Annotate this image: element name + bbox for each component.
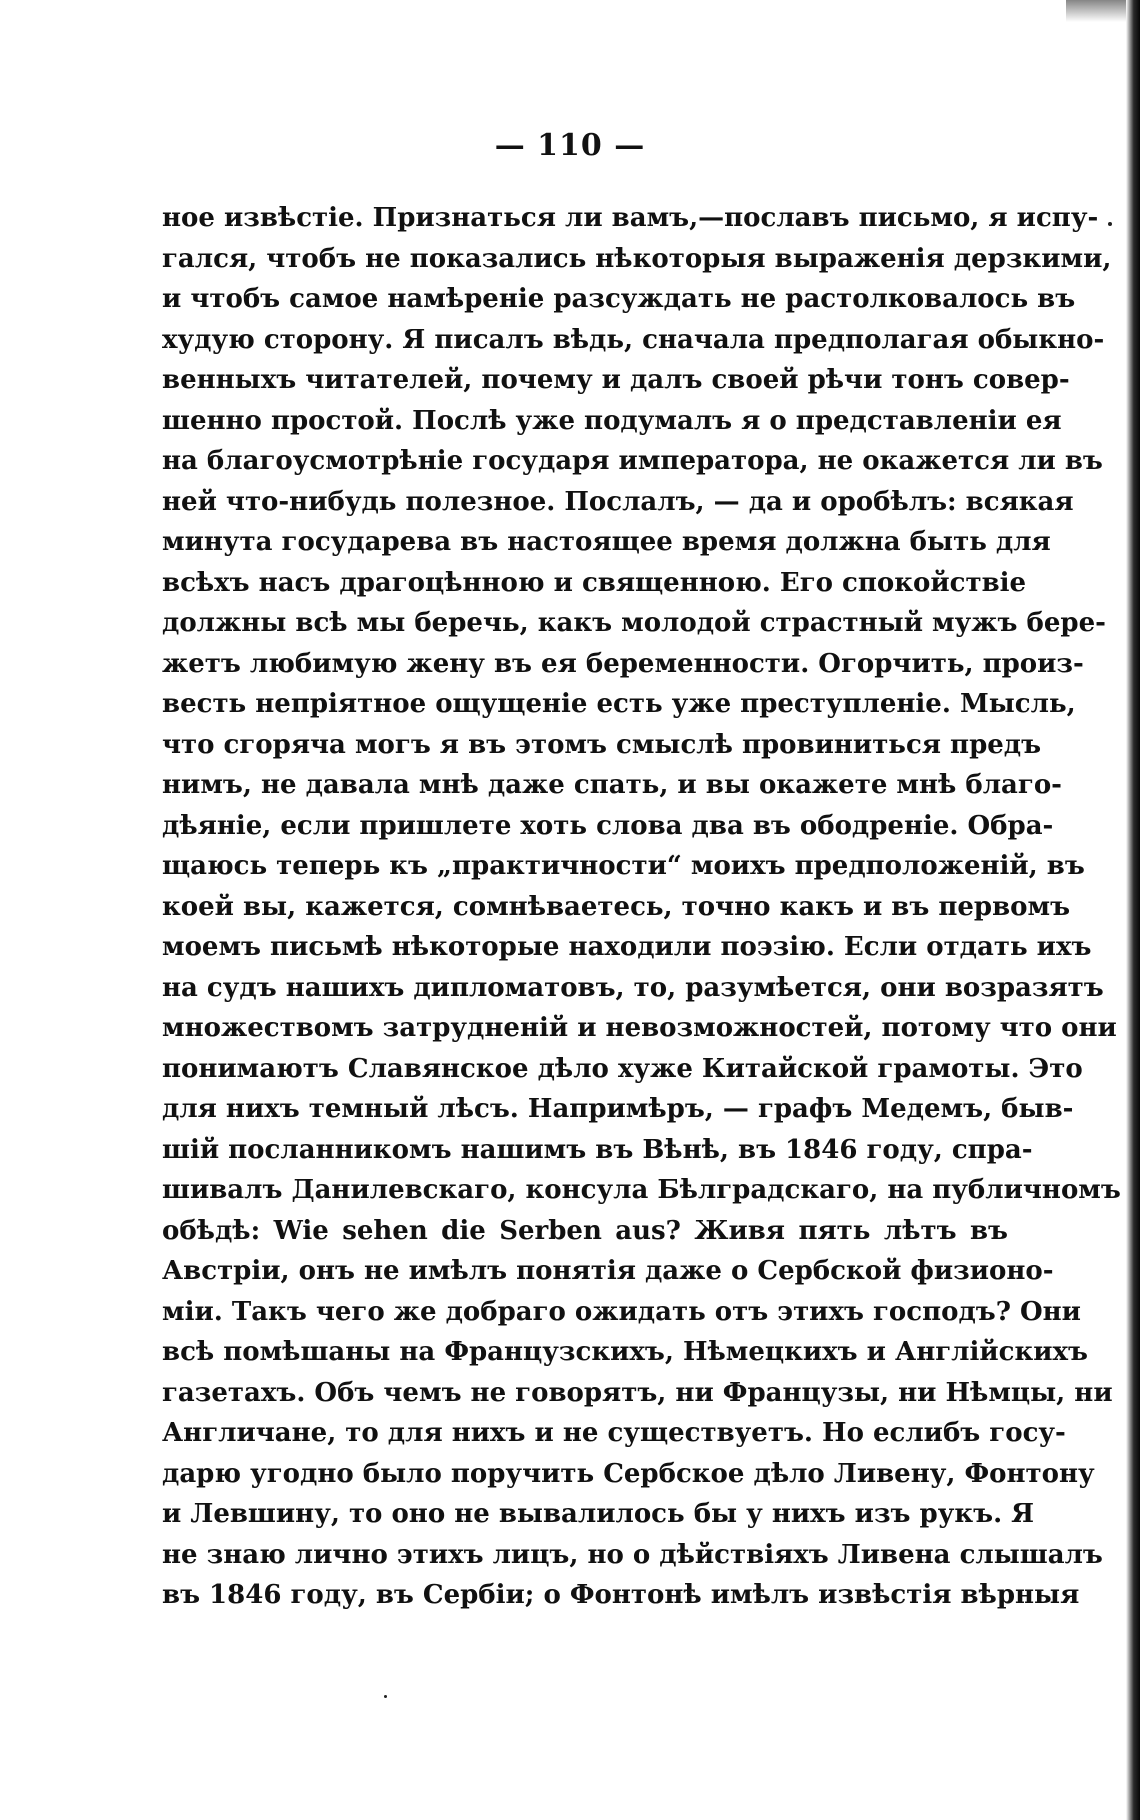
- text-line: коей вы, кажется, сомнѣваетесь, точно какъ и въ первомъ: [162, 891, 1071, 922]
- text-line: и чтобъ самое намѣреніе разсуждать не растолковалось въ: [162, 284, 1076, 314]
- scan-shadow-top: [1066, 0, 1126, 22]
- text-line: множествомъ затрудненій и невозможностей, потому что они: [162, 1013, 1117, 1043]
- text-line: гался, чтобъ не показались нѣкоторыя выраженія дерзкими,: [162, 243, 1112, 274]
- text-line: шивалъ Данилевскаго, консула Бѣлградскаго, на публичномъ: [162, 1175, 1121, 1205]
- text-line: на судъ нашихъ дипломатовъ, то, разумѣется, они возразятъ: [162, 972, 1104, 1003]
- text-line: міи. Такъ чего же добраго ожидать отъ этихъ господъ? Они: [162, 1296, 1081, 1327]
- text-line: не знаю лично этихъ лицъ, но о дѣйствіяхъ Ливена слышалъ: [162, 1539, 1103, 1570]
- scan-speck: [384, 1695, 387, 1698]
- scan-speck: [1108, 222, 1112, 226]
- text-line: въ 1846 году, въ Сербіи; о Фонтонѣ имѣлъ извѣстія вѣрныя: [162, 1580, 1080, 1610]
- body-text: [162, 198, 1121, 1616]
- text-line: шенно простой. Послѣ уже подумалъ я о представленіи ея: [162, 405, 1062, 436]
- text-line: Австріи, онъ не имѣлъ понятія даже о Сербской физионо-: [162, 1256, 1054, 1286]
- text-line: газетахъ. Объ чемъ не говорятъ, ни Французы, ни Нѣмцы, ни: [162, 1377, 1113, 1408]
- text-line: что сгоряча могъ я въ этомъ смыслѣ провиниться предъ: [162, 729, 1042, 760]
- text-line: жетъ любимую жену въ ея беременности. Огорчить, произ-: [162, 648, 1084, 679]
- text-line: ное извѣстіе. Признаться ли вамъ,—пославъ письмо, я испу-: [162, 203, 1099, 233]
- text-line: для нихъ темный лѣсъ. Напримѣръ, — графъ Медемъ, быв-: [162, 1094, 1074, 1124]
- text-line: должны всѣ мы беречь, какъ молодой страстный мужъ бере-: [162, 608, 1106, 638]
- text-line: на благоусмотрѣніе государя императора, не окажется ли въ: [162, 446, 1103, 476]
- text-line: дѣяніе, если пришлете хоть слова два въ ободреніе. Обра-: [162, 810, 1054, 841]
- text-line: дарю угодно было поручить Сербское дѣло Ливену, Фонтону: [162, 1458, 1095, 1489]
- text-line: весть непріятное ощущеніе есть уже преступленіе. Мысль,: [162, 689, 1076, 719]
- page-number: — 110 —: [494, 128, 646, 163]
- text-line: венныхъ читателей, почему и далъ своей рѣчи тонъ совер-: [162, 365, 1070, 395]
- text-line: минута государева въ настоящее время должна быть для: [162, 527, 1051, 557]
- text-line: нимъ, не давала мнѣ даже спать, и вы окажете мнѣ благо-: [162, 770, 1062, 800]
- text-line: всѣхъ насъ драгоцѣнною и священною. Его спокойствіе: [162, 567, 1027, 598]
- text-line: ней что-нибудь полезное. Послалъ, — да и оробѣлъ: всякая: [162, 486, 1074, 517]
- text-line: и Левшину, то оно не вывалилось бы у нихъ изъ рукъ. Я: [162, 1499, 1035, 1529]
- text-line: всѣ помѣшаны на Французскихъ, Нѣмецкихъ и Англійскихъ: [162, 1337, 1088, 1367]
- text-line: щаюсь теперь къ „практичности“ моихъ предположеній, въ: [162, 851, 1085, 881]
- text-line: Англичане, то для нихъ и не существуетъ. Но еслибъ госу-: [162, 1418, 1066, 1448]
- text-line: понимаютъ Славянское дѣло хуже Китайской грамоты. Это: [162, 1053, 1083, 1084]
- text-line: шій посланникомъ нашимъ въ Вѣнѣ, въ 1846 году, спра-: [162, 1134, 1033, 1165]
- text-line: моемъ письмѣ нѣкоторые находили поэзію. Если отдать ихъ: [162, 932, 1092, 962]
- text-line: худую сторону. Я писалъ вѣдь, сначала предполагая обыкно-: [162, 324, 1105, 355]
- scan-edge-shadow: [1126, 0, 1140, 1820]
- text-line: обѣдѣ: Wie sehen die Serben aus? Живя пять лѣтъ въ: [162, 1215, 1008, 1246]
